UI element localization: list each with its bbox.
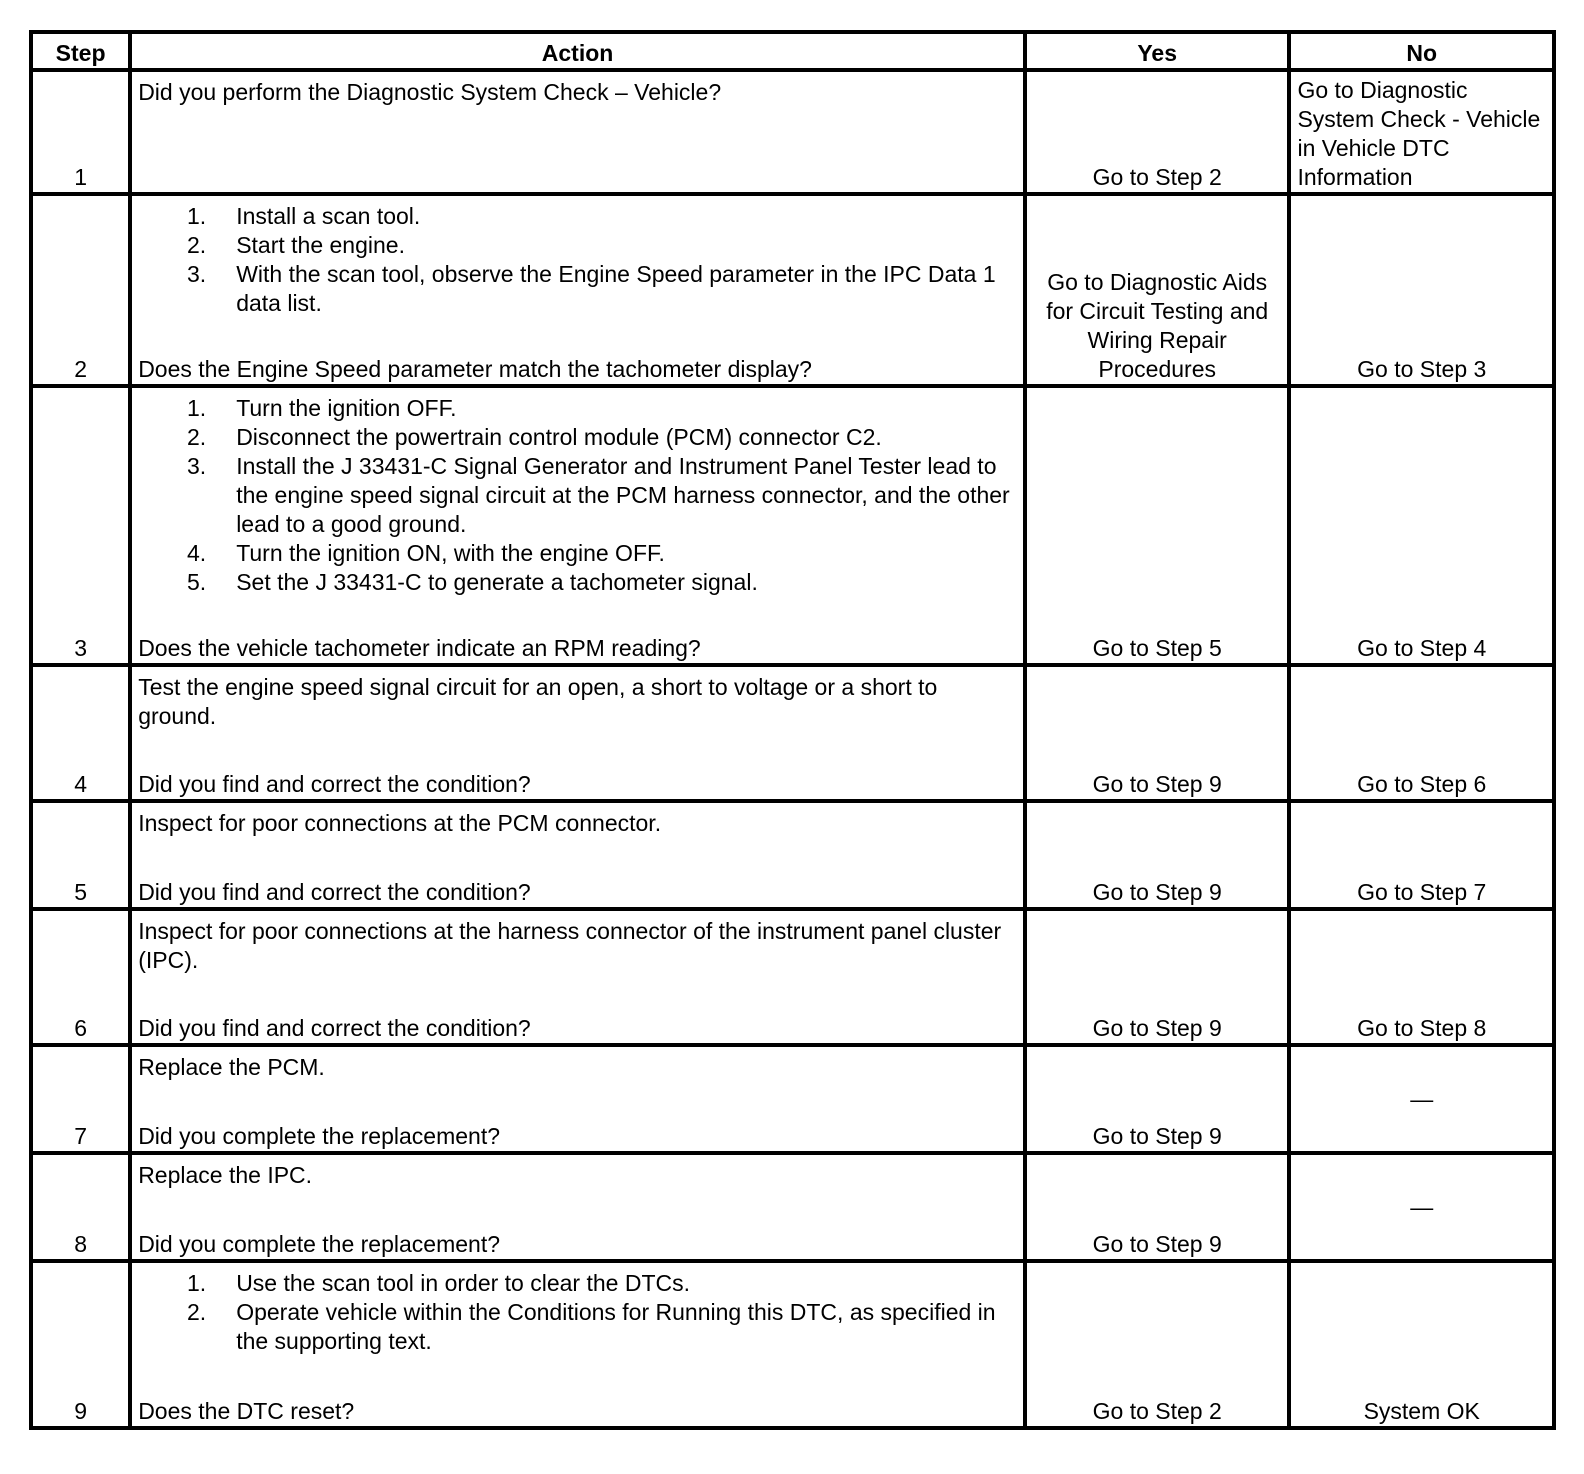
- list-item-text: Turn the ignition OFF.: [236, 395, 457, 421]
- table-row: [31, 386, 1554, 665]
- no-result: System OK: [1289, 1261, 1554, 1428]
- action-text: Inspect for poor connections at the harness connector of the instrument panel cluster (IPC).: [138, 918, 1002, 973]
- action-cell: [130, 665, 1025, 801]
- list-item-text: Operate vehicle within the Conditions for Running this DTC, as specified in the supporting text.: [236, 1299, 996, 1354]
- header-step: Step: [31, 32, 130, 70]
- list-item-number: 4.: [187, 540, 207, 566]
- no-result: Go to Step 7: [1289, 801, 1554, 909]
- header-row: [31, 32, 1554, 70]
- header-no: No: [1289, 32, 1554, 70]
- step-number: 4: [31, 665, 130, 801]
- action-cell: [130, 801, 1025, 909]
- action-cell: [130, 70, 1025, 194]
- list-item: [138, 1298, 1017, 1356]
- list-item-text: Install the J 33431-C Signal Generator and Instrument Panel Tester lead to the engine speed signal circuit at the PCM harness connector, and the other lead to a good ground.: [236, 453, 1010, 537]
- action-text: Replace the PCM.: [138, 1054, 325, 1080]
- yes-result: Go to Step 9: [1025, 909, 1290, 1045]
- list-item: [138, 394, 1017, 423]
- table-row: [31, 665, 1554, 801]
- list-item: [138, 539, 1017, 568]
- list-item-number: 2.: [187, 232, 207, 258]
- list-item-text: Disconnect the powertrain control module (PCM) connector C2.: [236, 424, 882, 450]
- action-step-list: [138, 202, 1017, 318]
- table-row: [31, 1045, 1554, 1153]
- action-cell: [130, 1261, 1025, 1428]
- list-item-text: Set the J 33431-C to generate a tachometer signal.: [236, 569, 758, 595]
- list-item-text: Install a scan tool.: [236, 203, 421, 229]
- header-action: Action: [130, 32, 1025, 70]
- action-question: Did you complete the replacement?: [138, 1231, 500, 1257]
- action-cell: [130, 1045, 1025, 1153]
- no-result: Go to Step 8: [1289, 909, 1554, 1045]
- step-number: 8: [31, 1153, 130, 1261]
- action-cell: [130, 1153, 1025, 1261]
- table-row: [31, 1153, 1554, 1261]
- table-row: [31, 909, 1554, 1045]
- step-number: 6: [31, 909, 130, 1045]
- yes-result: Go to Step 5: [1025, 386, 1290, 665]
- action-step-list: [138, 1269, 1017, 1356]
- action-step-list: [138, 394, 1017, 597]
- yes-result: Go to Step 2: [1025, 70, 1290, 194]
- action-question: Did you find and correct the condition?: [138, 771, 531, 797]
- action-cell: [130, 194, 1025, 386]
- no-result: Go to Diagnostic System Check - Vehicle in Vehicle DTC Information: [1289, 70, 1554, 194]
- diagnostic-table: [29, 30, 1556, 1430]
- step-number: 5: [31, 801, 130, 909]
- step-number: 1: [31, 70, 130, 194]
- action-text: Replace the IPC.: [138, 1162, 313, 1188]
- table-row: [31, 194, 1554, 386]
- action-question: Does the Engine Speed parameter match the tachometer display?: [138, 356, 812, 382]
- table-row: [31, 70, 1554, 194]
- yes-result: Go to Step 9: [1025, 1045, 1290, 1153]
- action-text: Did you perform the Diagnostic System Check – Vehicle?: [138, 79, 722, 105]
- action-text: Test the engine speed signal circuit for an open, a short to voltage or a short to ground.: [138, 674, 938, 729]
- yes-result: Go to Step 9: [1025, 665, 1290, 801]
- yes-result: Go to Step 2: [1025, 1261, 1290, 1428]
- list-item-number: 1.: [187, 1270, 207, 1296]
- list-item-number: 2.: [187, 424, 207, 450]
- action-question: Does the vehicle tachometer indicate an RPM reading?: [138, 635, 701, 661]
- step-number: 2: [31, 194, 130, 386]
- header-yes: Yes: [1025, 32, 1290, 70]
- action-cell: [130, 909, 1025, 1045]
- action-question: Did you complete the replacement?: [138, 1123, 500, 1149]
- list-item-text: With the scan tool, observe the Engine Speed parameter in the IPC Data 1 data list.: [236, 261, 996, 316]
- no-result: —: [1289, 1153, 1554, 1261]
- table-row: [31, 801, 1554, 909]
- list-item: [138, 202, 1017, 231]
- list-item-number: 5.: [187, 569, 207, 595]
- list-item: [138, 452, 1017, 539]
- list-item: [138, 568, 1017, 597]
- step-number: 3: [31, 386, 130, 665]
- list-item-number: 2.: [187, 1299, 207, 1325]
- list-item-number: 3.: [187, 261, 207, 287]
- action-question: Does the DTC reset?: [138, 1398, 355, 1424]
- table-row: [31, 1261, 1554, 1428]
- list-item-number: 3.: [187, 453, 207, 479]
- no-result: Go to Step 3: [1289, 194, 1554, 386]
- no-result: Go to Step 6: [1289, 665, 1554, 801]
- list-item: [138, 260, 1017, 318]
- action-text: Inspect for poor connections at the PCM connector.: [138, 810, 662, 836]
- list-item: [138, 231, 1017, 260]
- yes-result: Go to Step 9: [1025, 1153, 1290, 1261]
- action-cell: [130, 386, 1025, 665]
- yes-result: Go to Step 9: [1025, 801, 1290, 909]
- step-number: 9: [31, 1261, 130, 1428]
- list-item-text: Start the engine.: [236, 232, 405, 258]
- list-item: [138, 423, 1017, 452]
- list-item-text: Use the scan tool in order to clear the DTCs.: [236, 1270, 690, 1296]
- list-item: [138, 1269, 1017, 1298]
- action-question: Did you find and correct the condition?: [138, 879, 531, 905]
- yes-result: Go to Diagnostic Aids for Circuit Testing and Wiring Repair Procedures: [1025, 194, 1290, 386]
- no-result: Go to Step 4: [1289, 386, 1554, 665]
- list-item-number: 1.: [187, 395, 207, 421]
- action-question: Did you find and correct the condition?: [138, 1015, 531, 1041]
- list-item-number: 1.: [187, 203, 207, 229]
- no-result: —: [1289, 1045, 1554, 1153]
- step-number: 7: [31, 1045, 130, 1153]
- list-item-text: Turn the ignition ON, with the engine OFF.: [236, 540, 665, 566]
